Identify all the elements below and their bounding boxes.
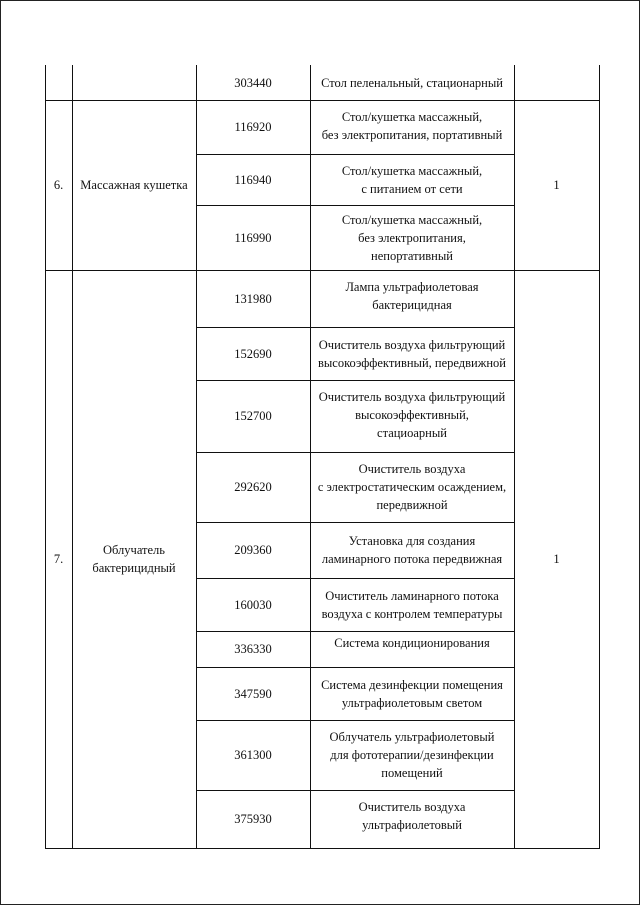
quantity xyxy=(514,270,599,848)
quantity-text: 1 xyxy=(553,178,560,192)
item-code xyxy=(196,522,310,578)
item-code-text: 116920 xyxy=(234,120,272,134)
item-code-text: 347590 xyxy=(234,686,272,701)
item-description xyxy=(310,452,514,522)
item-description xyxy=(310,65,514,100)
item-description-text: Стол/кушетка массажный, с питанием от сети xyxy=(341,164,483,196)
item-description-text: Стол/кушетка массажный, без электропитания, портативный xyxy=(321,110,503,142)
item-description-text: Облучатель ультрафиолетовый для фототерапии/дезинфекции помещений xyxy=(329,730,495,780)
item-code xyxy=(196,578,310,631)
item-description xyxy=(310,522,514,578)
item-code-text: 152690 xyxy=(234,346,272,361)
item-description-text: Очиститель воздуха с электростатическим осаждением, передвижной xyxy=(317,462,507,512)
item-code xyxy=(196,205,310,270)
item-code xyxy=(196,790,310,848)
item-code xyxy=(196,270,310,327)
item-code-text: 116940 xyxy=(234,172,272,187)
row-number xyxy=(45,100,72,270)
equipment-name xyxy=(72,65,196,100)
row-number xyxy=(45,270,72,848)
item-code-text: 292620 xyxy=(234,480,272,494)
item-description-text: Система кондиционирования xyxy=(334,636,490,650)
item-code xyxy=(196,452,310,522)
item-description-text: Установка для создания ламинарного потока передвижная xyxy=(321,534,503,566)
equipment-name xyxy=(72,100,196,270)
item-description xyxy=(310,578,514,631)
item-code-text: 160030 xyxy=(234,597,272,612)
item-code xyxy=(196,65,310,100)
item-description-text: Стол/кушетка массажный, без электропитания, непортативный xyxy=(341,212,483,263)
item-code xyxy=(196,154,310,205)
item-code-text: 131980 xyxy=(234,291,272,306)
item-code-text: 209360 xyxy=(234,543,272,557)
item-description xyxy=(310,790,514,848)
item-description xyxy=(310,720,514,790)
item-code xyxy=(196,100,310,154)
item-description xyxy=(310,667,514,720)
row-number-text: 7. xyxy=(53,552,64,566)
item-description xyxy=(310,154,514,205)
item-description-text: Стол пеленальный, стационарный xyxy=(321,75,503,90)
item-code-text: 336330 xyxy=(234,642,272,656)
item-description-text: Очиститель воздуха фильтрующий высокоэффективный, стациоарный xyxy=(318,390,506,440)
item-code-text: 361300 xyxy=(234,748,272,762)
item-code xyxy=(196,720,310,790)
item-code xyxy=(196,631,310,667)
item-code xyxy=(196,327,310,380)
quantity xyxy=(514,100,599,270)
item-code-text: 116990 xyxy=(234,230,272,245)
item-code-text: 303440 xyxy=(234,75,272,90)
row-number xyxy=(45,65,72,100)
item-description xyxy=(310,270,514,327)
row-number-text: 6. xyxy=(53,178,64,192)
quantity-text: 1 xyxy=(553,552,560,566)
equipment-name-text: Облучатель бактерицидный xyxy=(92,543,176,575)
item-description-text: Система дезинфекции помещения ультрафиолетовым светом xyxy=(321,677,503,710)
item-code-text: 152700 xyxy=(234,409,272,423)
item-description xyxy=(310,380,514,452)
item-code xyxy=(196,380,310,452)
item-code xyxy=(196,667,310,720)
item-description-text: Лампа ультрафиолетовая бактерицидная xyxy=(345,280,479,312)
item-description-text: Очиститель ламинарного потока воздуха с контролем температуры xyxy=(321,588,503,621)
equipment-name-text: Массажная кушетка xyxy=(80,178,188,192)
item-description xyxy=(310,100,514,154)
item-description xyxy=(310,631,514,667)
quantity xyxy=(514,65,599,100)
item-description xyxy=(310,327,514,380)
item-code-text: 375930 xyxy=(234,812,272,826)
item-description xyxy=(310,205,514,270)
item-description-text: Очиститель воздуха фильтрующий высокоэффективный, передвижной xyxy=(318,337,506,370)
equipment-name xyxy=(72,270,196,848)
item-description-text: Очиститель воздуха ультрафиолетовый xyxy=(358,800,466,832)
